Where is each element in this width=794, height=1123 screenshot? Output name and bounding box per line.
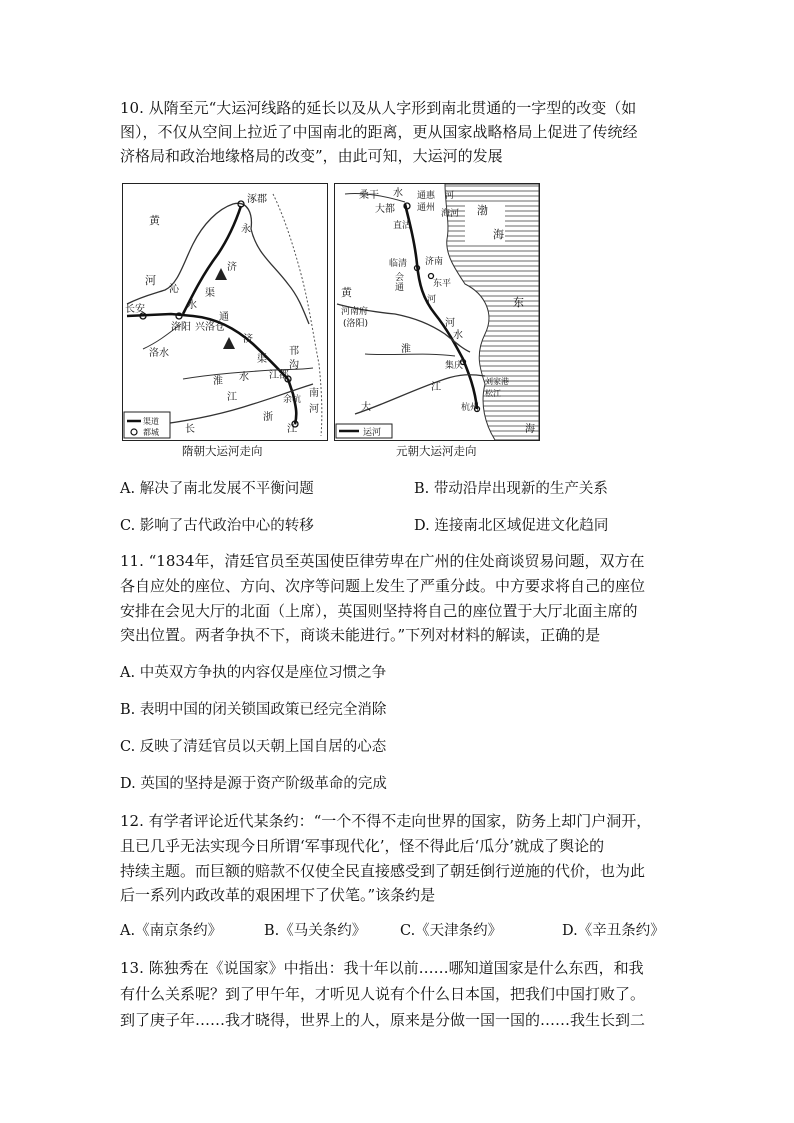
map-label: 济南 bbox=[425, 257, 444, 267]
map-label: 南 bbox=[309, 388, 319, 399]
q12-option-a[interactable]: A.《南京条约》 bbox=[120, 923, 223, 939]
map-label: 沁 bbox=[169, 284, 179, 295]
map-label: 淮 bbox=[213, 376, 223, 387]
yuan-map-caption: 元朝大运河走向 bbox=[396, 444, 477, 458]
map-label: 洛水 bbox=[149, 348, 169, 359]
q12-line-4: 后一系列内政改革的艰困埋下了伏笔。”该条约是 bbox=[120, 886, 436, 904]
map-label: 济 bbox=[227, 262, 237, 273]
q10-line-1: 10. 从隋至元“大运河线路的延长以及从人字形到南北贯通的一字型的改变（如 bbox=[120, 99, 637, 117]
map-label: 黄 bbox=[341, 286, 352, 299]
map-label: 沟 bbox=[289, 360, 299, 371]
q13-line-2: 有什么关系呢？到了甲午年，才听见人说有个什么日本国，把我们中国打败了。 bbox=[120, 985, 646, 1003]
map-label: 渠 bbox=[257, 354, 267, 365]
q12-option-b[interactable]: B.《马关条约》 bbox=[264, 923, 367, 939]
q11-option-c[interactable]: C. 反映了清廷官员以天朝上国自居的心态 bbox=[120, 739, 387, 755]
q11-option-d[interactable]: D. 英国的坚持是源于资产阶级革命的完成 bbox=[120, 776, 387, 792]
map-label: 水 bbox=[239, 372, 249, 383]
map-label: 东 bbox=[513, 296, 524, 309]
map-label: 桑干 bbox=[359, 190, 379, 201]
map-label: 海河 bbox=[441, 209, 460, 219]
map-label: 水 bbox=[187, 300, 197, 311]
map-label: 水 bbox=[453, 330, 463, 341]
legend-capital: 都城 bbox=[143, 428, 159, 437]
map-label: 河 bbox=[445, 191, 455, 201]
map-label: 淮 bbox=[401, 344, 411, 355]
map-label: 江 bbox=[227, 392, 237, 403]
q11-line-3: 安排在会见大厅的北面（上席），英国则坚持将自己的座位置于大厅北面主席的 bbox=[120, 602, 638, 620]
sui-map-drawing bbox=[123, 184, 327, 440]
map-label: 海 bbox=[493, 228, 504, 241]
map-label: 济 bbox=[243, 334, 253, 345]
map-label: 会 bbox=[395, 273, 405, 283]
map-label: 江 bbox=[287, 424, 297, 435]
map-label: 直沽 bbox=[393, 221, 412, 231]
map-label: (洛阳) bbox=[343, 319, 369, 329]
yuan-canal-map bbox=[334, 183, 540, 441]
map-label: 永 bbox=[241, 224, 251, 235]
map-label: 东平 bbox=[433, 279, 452, 289]
sui-canal-map bbox=[122, 183, 328, 441]
q13-line-3: 到了庚子年……我才晓得，世界上的人，原来是分做一国一国的……我生长到二 bbox=[120, 1011, 646, 1029]
map-label: 渤 bbox=[477, 204, 488, 217]
q10-line-3: 济格局和政治地缘格局的改变”，由此可知，大运河的发展 bbox=[120, 147, 503, 165]
map-label: 河 bbox=[309, 404, 319, 415]
map-label: 涿郡 bbox=[247, 194, 267, 205]
map-label: 大 bbox=[361, 402, 371, 413]
map-label: 集庆 bbox=[445, 361, 464, 371]
legend-canal: 运河 bbox=[363, 428, 382, 438]
map-label: 长安 bbox=[125, 304, 145, 315]
map-label: 河南府 bbox=[341, 307, 369, 317]
q10-option-d[interactable]: D. 连接南北区域促进文化趋同 bbox=[414, 518, 609, 534]
q13-line-1: 13. 陈独秀在《说国家》中指出：我十年以前……哪知道国家是什么东西，和我 bbox=[120, 959, 644, 977]
map-label: 渠 bbox=[205, 288, 215, 299]
q10-line-2: 图），不仅从空间上拉近了中国南北的距离，更从国家战略格局上促进了传统经 bbox=[120, 123, 638, 141]
canal-maps-figure bbox=[120, 183, 544, 463]
q12-option-c[interactable]: C.《天津条约》 bbox=[400, 923, 503, 939]
map-label: 河 bbox=[427, 295, 437, 305]
q11-line-4: 突出位置。两者争执不下，商谈未能进行。”下列对材料的解读，正确的是 bbox=[120, 626, 601, 644]
q11-option-a[interactable]: A. 中英双方争执的内容仅是座位习惯之争 bbox=[120, 665, 387, 681]
q10-option-a[interactable]: A. 解决了南北发展不平衡问题 bbox=[120, 481, 314, 497]
map-label: 水 bbox=[393, 188, 403, 199]
map-label: 长 bbox=[185, 424, 195, 435]
map-label: 兴洛仓 bbox=[195, 322, 225, 333]
q11-line-1: 11. “1834年，清廷官员至英国使臣律劳卑在广州的住处商谈贸易问题，双方在 bbox=[120, 552, 645, 570]
map-label: 洛阳 bbox=[171, 322, 191, 333]
map-label: 海 bbox=[525, 424, 535, 435]
map-label: 通州 bbox=[417, 203, 436, 213]
legend-canal: 渠道 bbox=[143, 417, 159, 426]
q12-option-d[interactable]: D.《辛丑条约》 bbox=[562, 923, 665, 939]
q12-line-3: 持续主题。而巨额的赔款不仅使全民直接感受到了朝廷倒行逆施的代价，也为此 bbox=[120, 862, 646, 880]
q12-line-1: 12. 有学者评论近代某条约：“一个不得不走向世界的国家，防务上却门户洞开， bbox=[120, 812, 652, 830]
map-label: 杭州 bbox=[461, 403, 480, 413]
map-label: 松江 bbox=[485, 389, 501, 398]
map-label: 刘家港 bbox=[485, 377, 509, 386]
q10-option-b[interactable]: B. 带动沿岸出现新的生产关系 bbox=[414, 481, 608, 497]
map-label: 邗 bbox=[289, 346, 299, 357]
map-label: 河 bbox=[145, 274, 156, 287]
q12-line-2: 且已几乎无法实现今日所谓‘军事现代化’，怪不得此后‘瓜分’就成了舆论的 bbox=[120, 837, 605, 855]
map-label: 河 bbox=[445, 318, 455, 329]
yuan-map-drawing bbox=[335, 184, 539, 440]
q10-option-c[interactable]: C. 影响了古代政治中心的转移 bbox=[120, 518, 314, 534]
map-label: 临清 bbox=[389, 259, 408, 269]
map-label: 余杭 bbox=[283, 395, 302, 405]
sui-map-caption: 隋朝大运河走向 bbox=[182, 444, 263, 458]
map-label: 通 bbox=[395, 283, 405, 293]
map-label: 江都 bbox=[269, 370, 289, 381]
map-label: 通惠 bbox=[417, 191, 436, 201]
q11-line-2: 各自应处的座位、方向、次序等问题上发生了严重分歧。中方要求将自己的座位 bbox=[120, 577, 646, 595]
q11-option-b[interactable]: B. 表明中国的闭关锁国政策已经完全消除 bbox=[120, 702, 387, 718]
map-label: 浙 bbox=[263, 412, 273, 423]
map-label: 江 bbox=[431, 382, 441, 393]
map-label: 通 bbox=[219, 312, 229, 323]
map-label: 黄 bbox=[149, 214, 160, 227]
map-label: 大都 bbox=[375, 204, 395, 215]
